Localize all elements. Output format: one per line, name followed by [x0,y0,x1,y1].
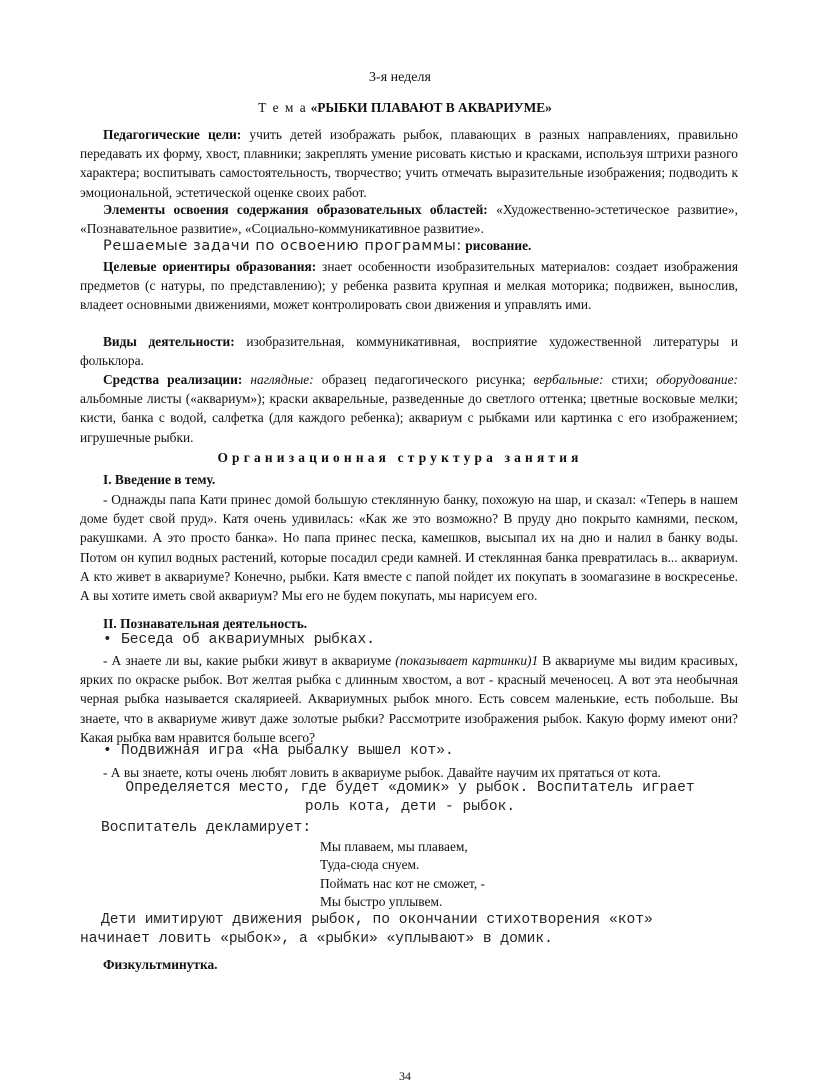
means-equipment-text: альбомные листы («аквариум»); краски акварельные, разведенные до светлого оттенка; цветные восковые мелки; кисти, банка с водой, салфетка (для каждого ребенка); аквариум с рыбками или картинка с его изображением; игрушечные рыбки. [80,391,738,445]
poem-line: Мы плаваем, мы плаваем, [320,839,468,854]
tasks-label: Решаемые задачи по освоению программы: [103,238,462,254]
structure-title-text: Организационная структура занятия [217,450,583,465]
poem [320,838,720,911]
targets-text: знает особенности изобразительных материалов: создает изображения предметов (с натуры, по представлению); у ребенка развита крупная и мелкая моторика; подвижен, вынослив, владеет основными движениями, может контролировать свои движения и управлять ими. [80,259,738,313]
means-visual-text: образец педагогического рисунка; [313,372,534,387]
targets-label: Целевые ориентиры образования: [103,259,317,274]
physminute-line [103,957,743,973]
structure-title [0,450,800,466]
poem-line: Поймать нас кот не сможет, - [320,875,486,891]
imitate-line-2: начинает ловить «рыбок», а «рыбки» «уплывают» в домик. [80,931,553,947]
means-visual-label: наглядные: [250,372,314,387]
means-verbal-text: стихи; [603,372,657,387]
fish-talk-paragraph [80,651,738,747]
imitate-line-1: Дети имитируют движения рыбок, по окончании стихотворения «кот» [101,912,653,928]
bullet-game [103,743,743,759]
intro-heading-text: I. Введение в тему. [103,472,216,487]
intro-paragraph: - Однажды папа Кати принес домой большую стеклянную банку, похожую на шар, и сказал: «Теперь в нашем доме будет свой пруд». Катя очень удивилась: «Как же это возможно? В пруду дно покрыто камнями, песком, ракушками. А это просто банка». Но папа принес песка, камешков, высыпал их на дно и налил в банку воды. Потом он купил водных растений, которые посадил среди камней. И стеклянная банка превратилась в... аквариум. А кто живет в аквариуме? Конечно, рыбки. Катя вместе с папой пойдет их покупать в зоомагазине в воскресенье. А вы хотите иметь свой аквариум? Мы его не будем покупать, мы нарисуем его. [80,492,738,604]
week-label: 3-я неделя [369,70,431,85]
bullet-conversation [103,632,743,648]
means-label: Средства реализации: [103,372,243,387]
tasks-line [103,238,743,254]
activities-label: Виды деятельности: [103,334,235,349]
cognitive-heading-text: II. Познавательная деятельность. [103,616,308,631]
fish-talk-text-a: - А знаете ли вы, какие рыбки живут в аквариуме [103,653,396,668]
goals-text: учить детей изображать рыбок, плавающих в разных направлениях, правильно передавать их форму, хвост, плавники; закреплять умение рисовать кистью и красками, используя штрихи разного характера; воспитывать самостоятельность, творчество; учить отмечать выразительные изображения; подводить к эмоциональной, эстетической оценке своих работ. [80,127,738,200]
physminute-text: Физкультминутка. [103,957,218,972]
recites-line: Воспитатель декламирует: [101,820,312,836]
means-verbal-label: вербальные: [533,372,604,387]
place-line-2: роль кота, дети - рыбок. [304,799,516,815]
intro-heading [103,472,743,488]
fish-talk-text-b: В аквариуме мы видим красивых, ярких по окраске рыбок. Вот желтая рыбка с длинным хвостом, а вот - красный меченосец. А вот эта необычная черная рыбка называется скаляриеей. Аквариумных рыбок много. Есть совсем маленькие, есть побольше. Вы знаете, что в аквариуме живут даже золотые рыбки? Рассмотрите изображения рыбок. Какую форму имеют они? Какая рыбка вам нравится больше всего? [80,653,738,745]
goals-paragraph [80,125,738,202]
means-paragraph [80,370,738,447]
means-equipment-label: оборудование: [656,372,738,387]
topic-heading [0,100,810,116]
place-line-1: Определяется место, где будет «домик» у рыбок. Воспитатель играет [125,780,695,796]
bullet-icon: • [103,632,112,648]
bullet-conversation-text: Беседа об аквариумных рыбках. [121,632,375,648]
goals-label: Педагогические цели: [103,127,242,142]
topic-prefix: Т е м а [258,100,308,115]
elements-paragraph [80,200,738,238]
page-number: 34 [399,1069,411,1083]
topic-title: «РЫБКИ ПЛАВАЮТ В АКВАРИУМЕ» [310,100,552,115]
targets-paragraph [80,257,738,315]
fish-talk-italic: (показывает картинки)1 [395,653,539,668]
activities-paragraph [80,332,738,370]
poem-line: Мы быстро уплывем. [320,893,443,909]
bullet-icon: • [103,743,112,759]
bullet-game-text: Подвижная игра «На рыбалку вышел кот». [121,743,454,759]
elements-text: «Художественно-эстетическое развитие», «Познавательное развитие», «Социально-коммуникативное развитие». [80,202,738,237]
poem-line: Туда-сюда снуем. [320,857,420,873]
cats-line: - А вы знаете, коты очень любят ловить в аквариуме рыбок. Давайте научим их прятаться от кота. [103,765,661,780]
cognitive-heading [103,616,743,632]
activities-text: изобразительная, коммуникативная, восприятие художественной литературы и фольклора. [80,334,738,369]
elements-label: Элементы освоения содержания образовательных областей: [103,202,488,217]
tasks-value: рисование. [461,238,532,253]
